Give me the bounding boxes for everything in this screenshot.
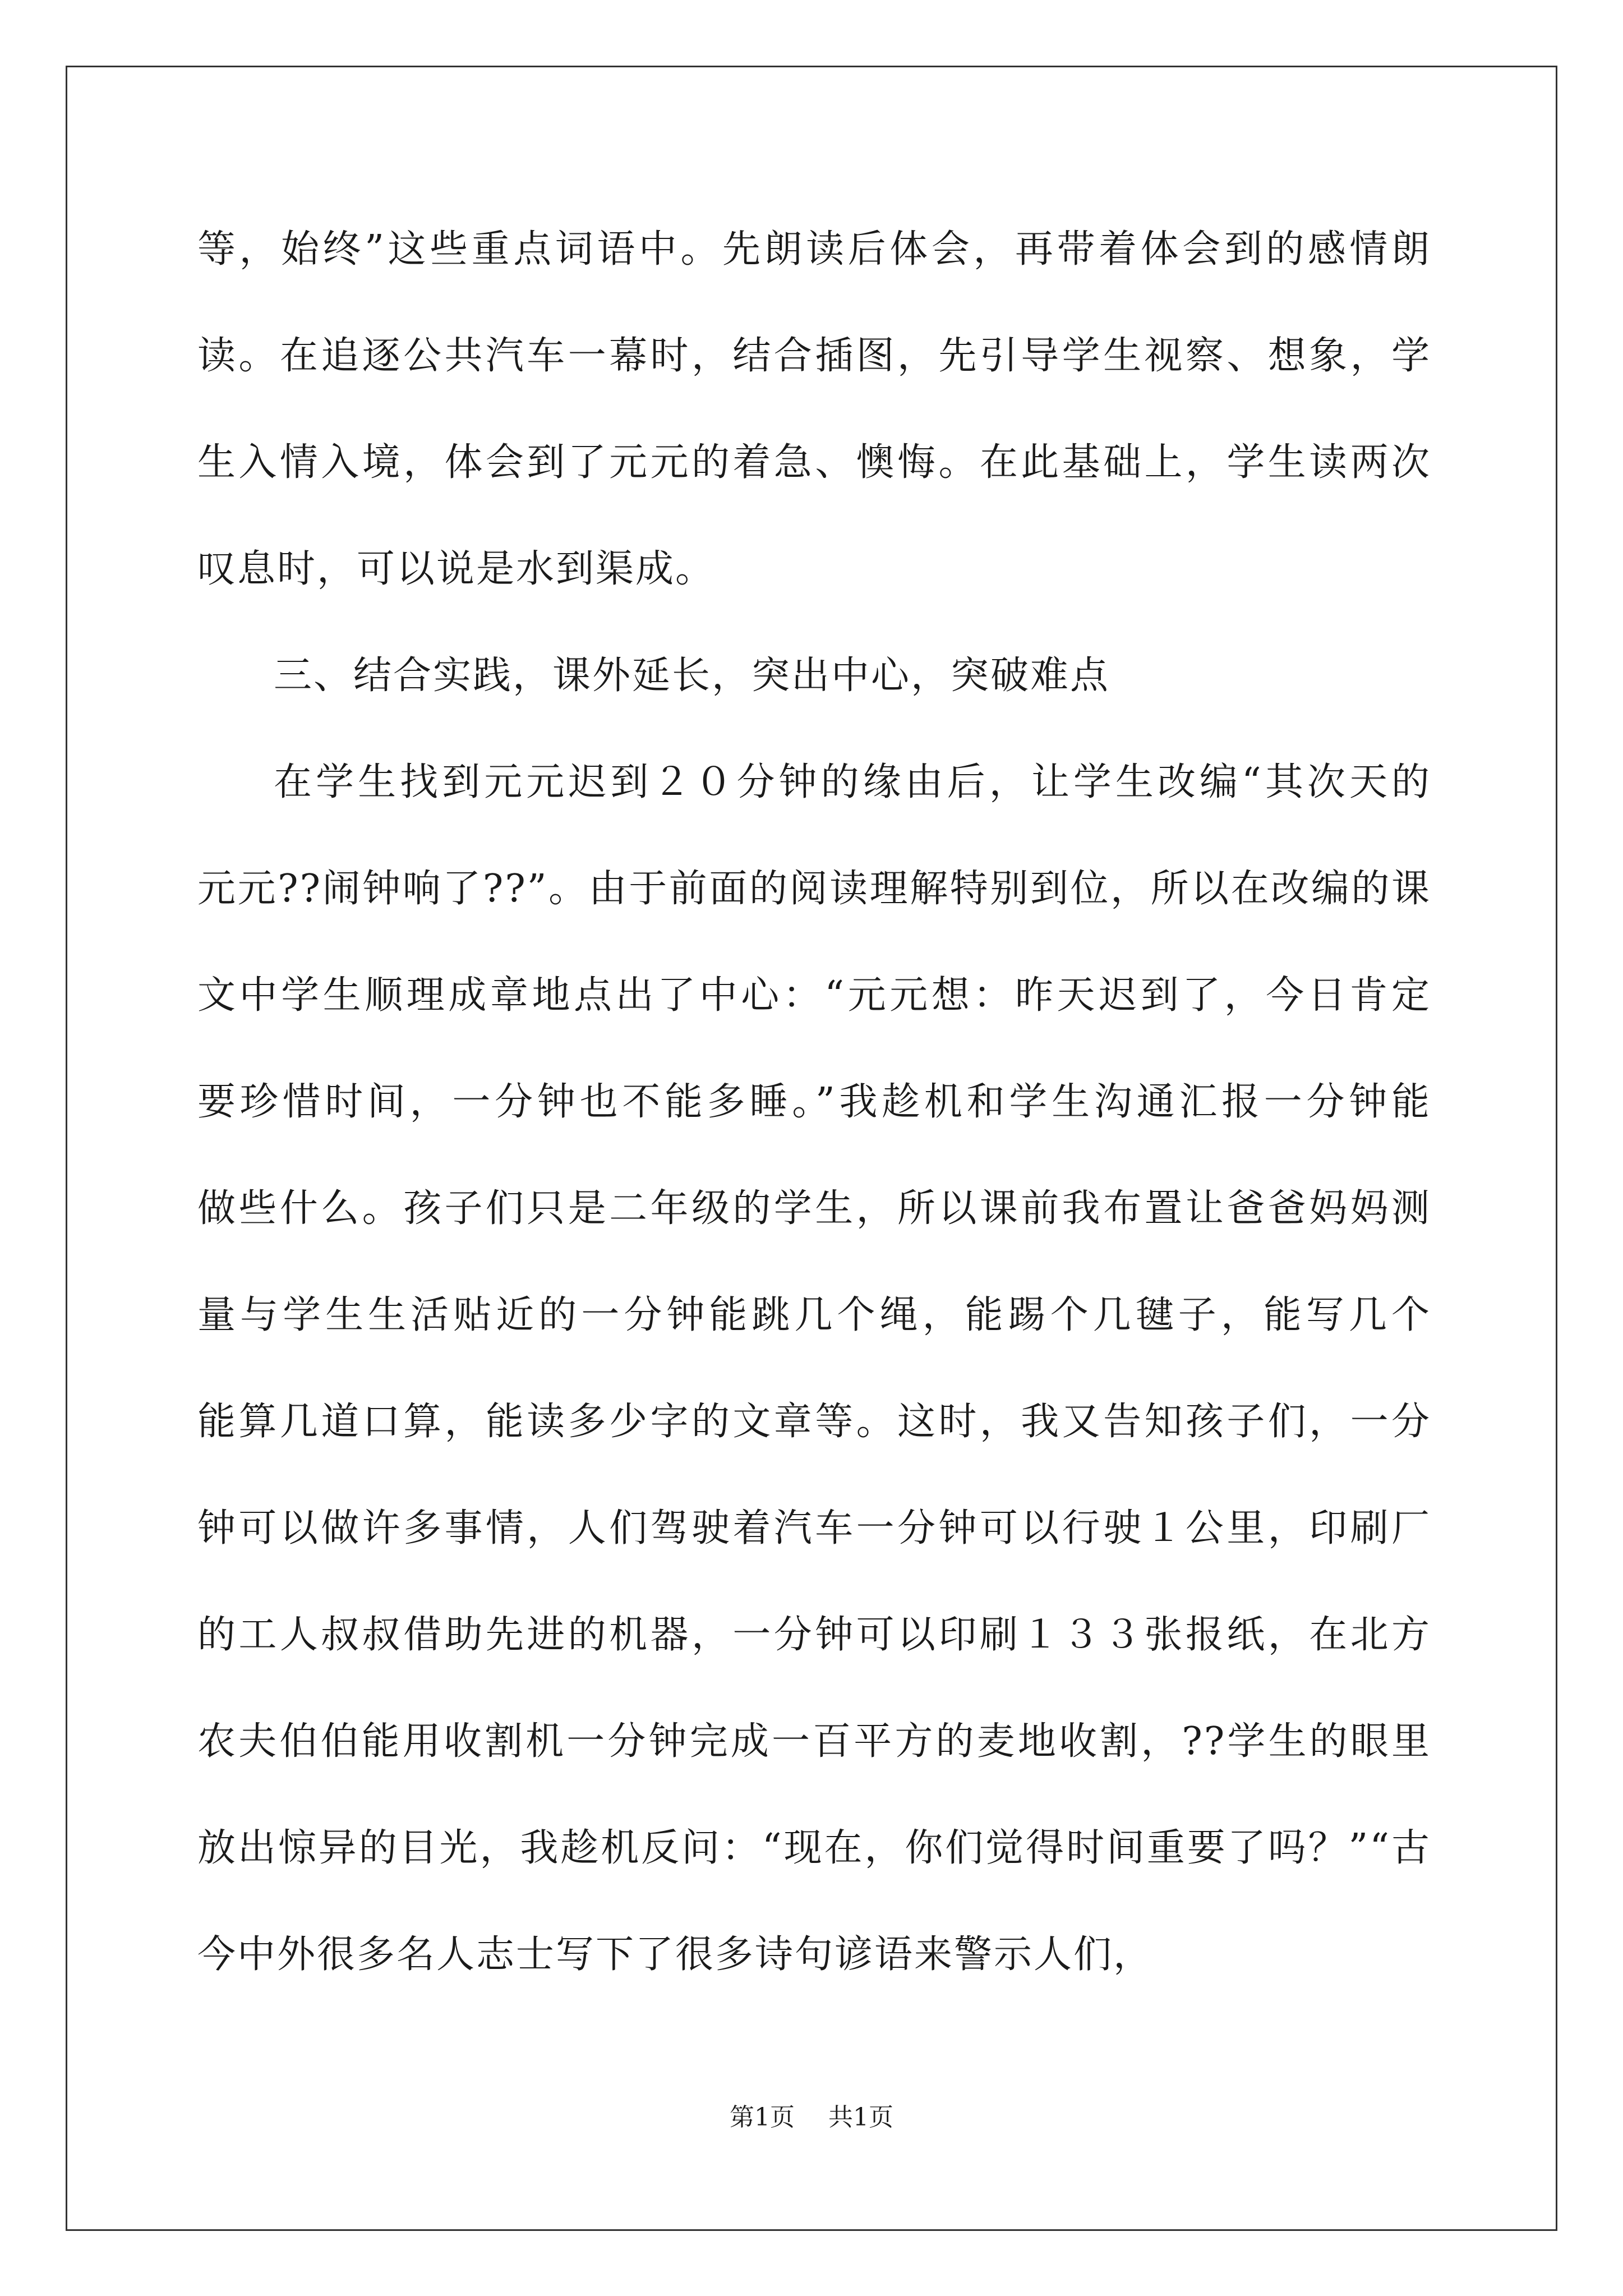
text-line: 量与学生生活贴近的一分钟能跳几个绳，能踢个几毽子，能写几个 [197, 1293, 1431, 1337]
text-line: 放出惊异的目光，我趁机反问：“现在，你们觉得时间重要了吗？”“古 [197, 1826, 1431, 1870]
text-line: 文中学生顺理成章地点出了中心：“元元想：昨天迟到了，今日肯定 [197, 973, 1431, 1018]
text-line: 钟可以做许多事情，人们驾驶着汽车一分钟可以行驶１公里，印刷厂 [197, 1506, 1431, 1550]
text-line: 元元??闹钟响了??”。由于前面的阅读理解特别到位，所以在改编的课 [197, 867, 1431, 911]
text-line: 农夫伯伯能用收割机一分钟完成一百平方的麦地收割，??学生的眼里 [197, 1719, 1431, 1764]
text-line: 等，始终”这些重点词语中。先朗读后体会，再带着体会到的感情朗 [197, 227, 1431, 272]
text-line: 生入情入境，体会到了元元的着急、懊悔。在此基础上，学生读两次 [197, 440, 1431, 485]
text-line: 的工人叔叔借助先进的机器，一分钟可以印刷１３３张报纸，在北方 [197, 1613, 1431, 1657]
text-line: 要珍惜时间，一分钟也不能多睡。”我趁机和学生沟通汇报一分钟能 [197, 1080, 1431, 1124]
section-heading: 三、结合实践，课外延长，突出中心，突破难点 [274, 654, 1110, 698]
text-line: 做些什么。孩子们只是二年级的学生，所以课前我布置让爸爸妈妈测 [197, 1186, 1431, 1231]
page-number: 第1页 [730, 2103, 795, 2132]
page-footer [0, 2101, 1623, 2134]
document-body [197, 196, 1431, 2008]
text-line: 能算几道口算，能读多少字的文章等。这时，我又告知孩子们，一分 [197, 1400, 1431, 1444]
text-line: 读。在追逐公共汽车一幕时，结合插图，先引导学生视察、想象，学 [197, 334, 1431, 378]
text-line: 在学生找到元元迟到２０分钟的缘由后，让学生改编“其次天的 [274, 760, 1431, 804]
page-total: 共1页 [828, 2103, 893, 2132]
text-line: 叹息时，可以说是水到渠成。 [197, 547, 716, 591]
text-line: 今中外很多名人志士写下了很多诗句谚语来警示人们， [197, 1932, 1154, 1977]
